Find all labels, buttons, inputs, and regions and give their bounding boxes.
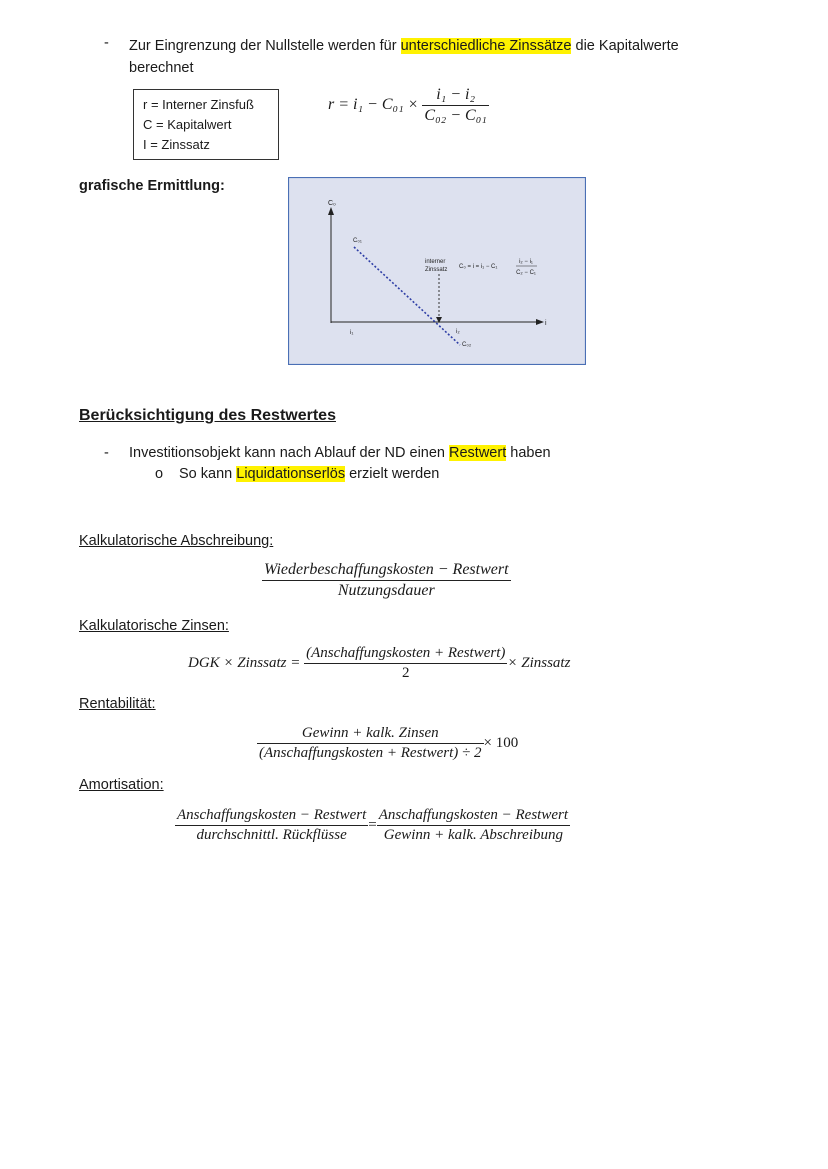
bullet-text-zinssaetze: [129, 35, 679, 79]
graph-figure: [288, 177, 586, 365]
legend-box: [133, 89, 279, 160]
annotation-formula-lhs: C₀ = i = i₁ − C₁: [459, 264, 498, 270]
legend-i: I = Zinssatz: [143, 137, 210, 152]
rentabilitaet-rhs: × 100: [483, 734, 519, 751]
amortisation-denominator-1: durchschnittl. Rückflüsse: [196, 827, 347, 843]
annotation-formula-den: C₂ − C₁: [516, 270, 536, 276]
grafisch-label: grafische Ermittlung:: [79, 178, 225, 194]
restwert-sub-bullet: [179, 466, 439, 482]
zinsen-rhs: × Zinssatz: [507, 654, 571, 671]
rentabilitaet-label: Rentabilität:: [79, 696, 156, 712]
zinsen-denominator: 2: [401, 665, 410, 681]
abschreibung-numerator: Wiederbeschaffungskosten − Restwert: [262, 561, 511, 581]
bullet-text-before: Zur Eingrenzung der Nullstelle werden für: [129, 38, 401, 54]
sub-bullet-marker: o: [155, 466, 164, 482]
highlight-restwert: Restwert: [449, 445, 507, 461]
c01-label: C₀₁: [353, 238, 362, 244]
restwert-bullet: [129, 445, 551, 461]
c02-label: C₀₂: [462, 342, 472, 348]
i2-label: i₂: [456, 329, 460, 335]
formula-r-denominator: C₀₂ − C₀₁: [424, 107, 487, 124]
bullet-dash: -: [104, 35, 109, 51]
amortisation-denominator-2: Gewinn + kalk. Abschreibung: [383, 827, 563, 843]
restwert-bullet-dash: -: [104, 445, 109, 461]
annotation-zinssatz: Zinssatz: [425, 267, 448, 273]
amortisation-numerator-2: Anschaffungskosten − Restwert: [377, 807, 570, 826]
rentabilitaet-denominator: (Anschaffungskosten + Restwert) ÷ 2: [259, 745, 482, 761]
sub-bullet-after: erzielt werden: [345, 466, 440, 482]
amortisation-formula: [175, 807, 570, 844]
restwert-heading: Berücksichtigung des Restwertes: [79, 407, 336, 424]
abschreibung-label: Kalkulatorische Abschreibung:: [79, 533, 274, 549]
zinsen-lhs: DGK × Zinssatz =: [188, 654, 301, 671]
legend-r: r = Interner Zinsfuß: [143, 97, 254, 112]
highlight-liquidationserloes: Liquidationserlös: [236, 466, 346, 482]
restwert-bullet-after: haben: [506, 445, 551, 461]
formula-r-lhs: r = i₁ − C₀₁ ×: [328, 96, 419, 114]
amortisation-label: Amortisation:: [79, 777, 164, 793]
annotation-formula-num: i₂ − i₁: [519, 259, 533, 265]
abschreibung-denominator: Nutzungsdauer: [337, 582, 435, 599]
annotation-interner: interner: [425, 259, 446, 265]
x-axis-label: i: [545, 320, 547, 327]
zinsen-formula: [188, 645, 570, 682]
highlight-zinssaetze: unterschiedliche Zinssätze: [400, 38, 572, 54]
legend-c: C = Kapitalwert: [143, 117, 232, 132]
zinsen-numerator: (Anschaffungskosten + Restwert): [304, 645, 507, 664]
graph-svg: [288, 177, 586, 365]
amortisation-numerator-1: Anschaffungskosten − Restwert: [175, 807, 368, 826]
formula-r-numerator: i₁ − i₂: [422, 86, 488, 106]
restwert-bullet-before: Investitionsobjekt kann nach Ablauf der ND einen: [129, 445, 450, 461]
i1-label: i₁: [350, 330, 354, 336]
rentabilitaet-numerator: Gewinn + kalk. Zinsen: [257, 725, 484, 744]
sub-bullet-before: So kann: [179, 466, 237, 482]
formula-interner-zinsfuss: [328, 86, 489, 125]
y-axis-label: C₀: [328, 200, 336, 207]
rentabilitaet-formula: [257, 725, 518, 762]
amortisation-equals: =: [368, 816, 377, 833]
bullet-text-after: die Kapitalwerte: [571, 38, 679, 54]
bullet-text-line2: berechnet: [129, 60, 194, 76]
zinsen-label: Kalkulatorische Zinsen:: [79, 618, 229, 634]
abschreibung-formula: [262, 561, 511, 600]
